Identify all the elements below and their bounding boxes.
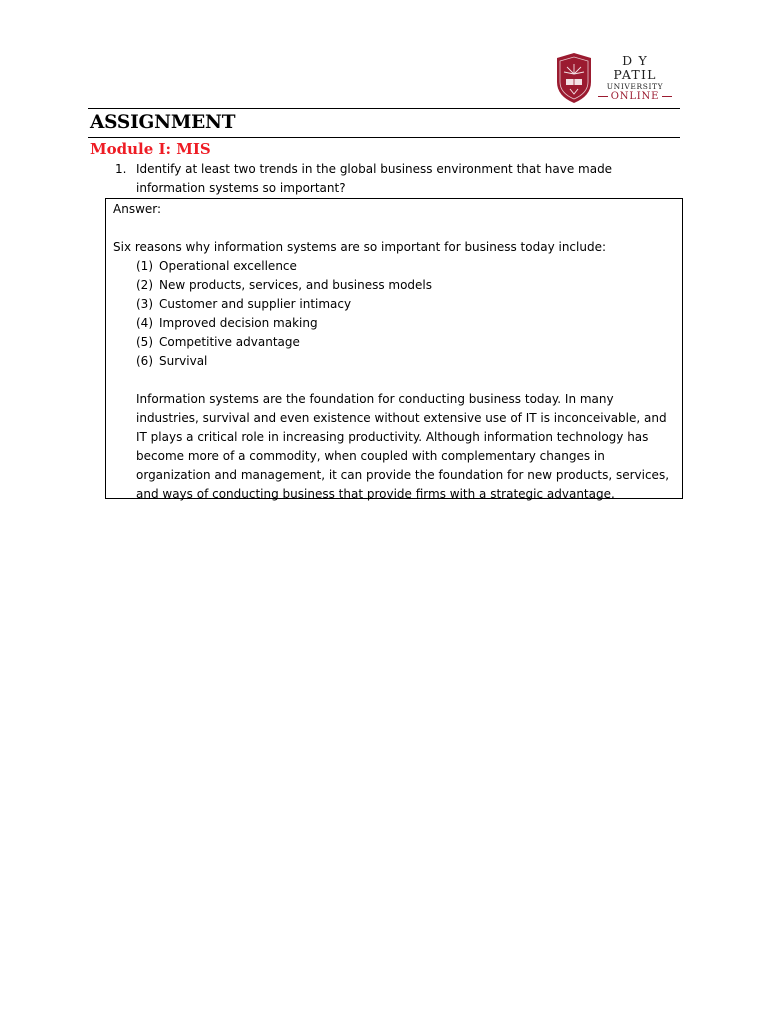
list-item — [136, 276, 432, 295]
reason-text: Competitive advantage — [159, 335, 300, 349]
list-item — [136, 314, 432, 333]
paragraph-line: and ways of conducting business that provide firms with a strategic advantage. — [136, 487, 615, 501]
reason-text: Improved decision making — [159, 316, 318, 330]
answer-paragraph — [136, 390, 680, 504]
university-logo — [555, 52, 671, 104]
list-item — [136, 333, 432, 352]
page-title: ASSIGNMENT — [90, 112, 236, 133]
reason-number: (6) — [136, 354, 153, 368]
answer-label: Answer: — [113, 202, 162, 216]
header-divider — [88, 108, 680, 109]
paragraph-line: organization and management, it can provide the foundation for new products, services, — [136, 468, 670, 482]
question-number: 1. — [115, 162, 127, 176]
logo-online-row — [598, 91, 672, 102]
paragraph-line: Information systems are the foundation for conducting business today. In many — [136, 392, 614, 406]
reason-text: New products, services, and business models — [159, 278, 433, 292]
list-item — [136, 352, 432, 371]
reason-text: Operational excellence — [159, 259, 297, 273]
question-text: Identify at least two trends in the global business environment that have made information systems so important? — [136, 162, 613, 195]
logo-online: ONLINE — [610, 91, 660, 102]
reason-number: (5) — [136, 335, 153, 349]
logo-name: D Y PATIL — [613, 53, 657, 82]
reason-text: Survival — [159, 354, 208, 368]
list-item — [136, 257, 432, 276]
reasons-list — [136, 257, 432, 371]
reason-number: (2) — [136, 278, 153, 292]
reason-text: Customer and supplier intimacy — [159, 297, 352, 311]
title-divider — [88, 137, 680, 138]
reason-number: (1) — [136, 259, 153, 273]
module-heading: Module I: MIS — [90, 140, 211, 158]
paragraph-line: IT plays a critical role in increasing productivity. Although information technology has — [136, 430, 649, 444]
answer-box — [105, 198, 683, 499]
reason-number: (4) — [136, 316, 153, 330]
paragraph-line: industries, survival and even existence without extensive use of IT is inconceivable, and — [136, 411, 667, 425]
answer-intro: Six reasons why information systems are so important for business today include: — [113, 240, 607, 254]
logo-university: UNIVERSITY — [606, 82, 664, 91]
reason-number: (3) — [136, 297, 153, 311]
question-item — [115, 160, 655, 198]
list-item — [136, 295, 432, 314]
logo-rule-left — [598, 96, 608, 97]
paragraph-line: become more of a commodity, when coupled with complementary changes in — [136, 449, 605, 463]
shield-crest-icon — [555, 52, 593, 104]
logo-rule-right — [662, 96, 672, 97]
logo-wordmark — [598, 54, 672, 102]
